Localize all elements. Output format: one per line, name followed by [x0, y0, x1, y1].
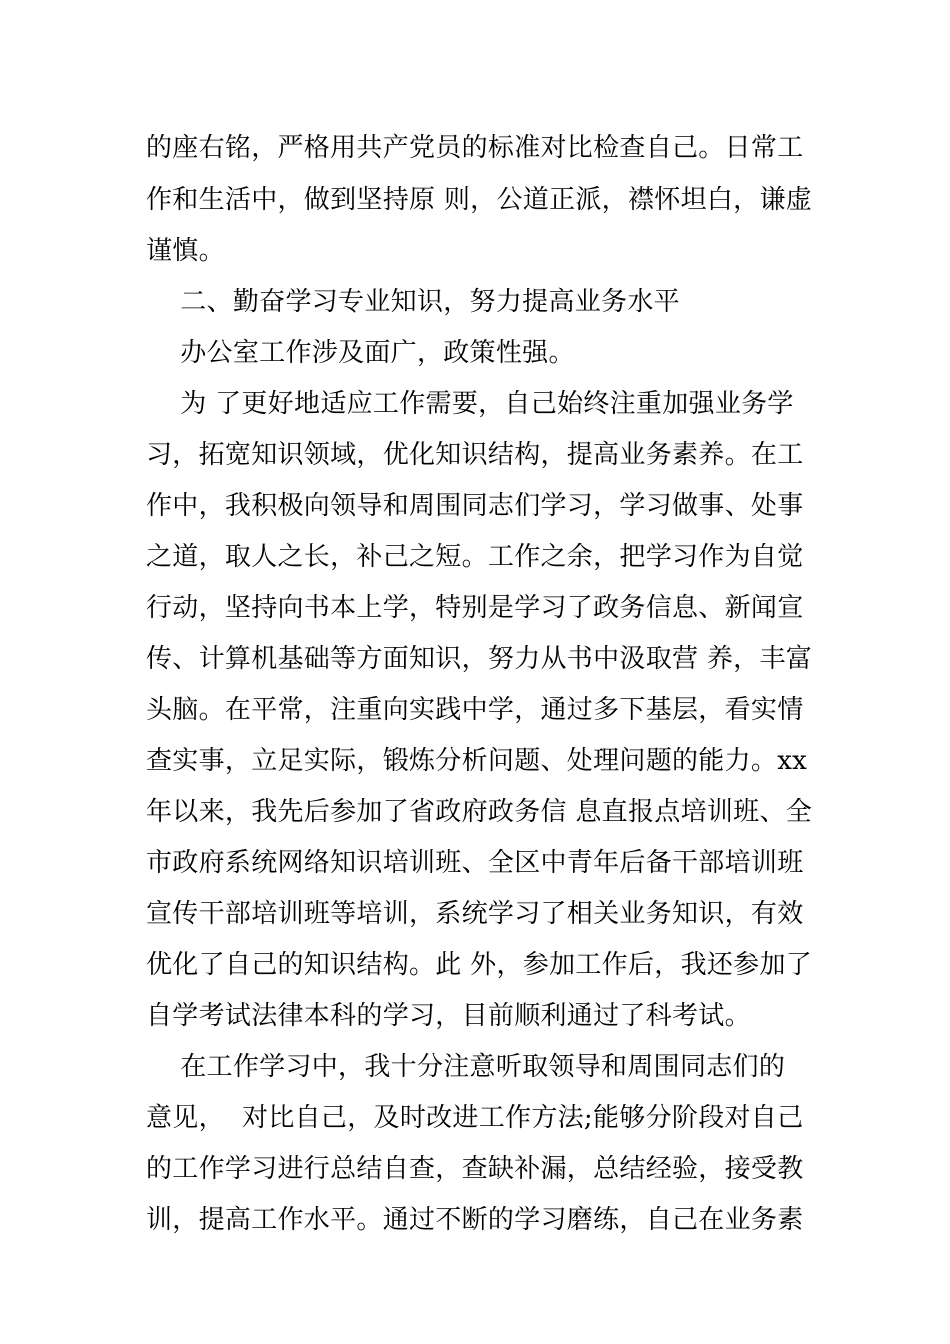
text-line: 为 了更好地适应工作需要，自己始终注重加强业务学: [146, 389, 794, 419]
text-line: 年以来，我先后参加了省政府政务信 息直报点培训班、全: [146, 797, 813, 827]
text-line: 谨慎。: [146, 236, 225, 266]
text-line: 行动，坚持向书本上学，特别是学习了政务信息、新闻宣: [146, 593, 804, 623]
text-line: 训，提高工作水平。通过不断的学习磨练，自己在业务素: [146, 1205, 804, 1235]
text-line: 传、计算机基础等方面知识，努力从书中汲取营 养，丰富: [146, 644, 813, 674]
text-line: 自学考试法律本科的学习，目前顺利通过了科考试。: [146, 1001, 751, 1031]
text-line: 意见， 对比自己，及时改进工作方法;能够分阶段对自己: [146, 1103, 804, 1133]
text-line: 作中，我积极向领导和周围同志们学习，学习做事、处事: [146, 491, 804, 521]
text-line: 办公室工作涉及面广，政策性强。: [146, 338, 575, 368]
text-line: 查实事，立足实际，锻炼分析问题、处理问题的能力。xx: [146, 746, 808, 776]
text-line: 作和生活中，做到坚持原 则，公道正派，襟怀坦白，谦虚: [146, 185, 813, 215]
text-line: 头脑。在平常，注重向实践中学，通过多下基层，看实情: [146, 695, 804, 725]
text-line: 市政府系统网络知识培训班、全区中青年后备干部培训班: [146, 848, 804, 878]
text-line: 的工作学习进行总结自查，查缺补漏，总结经验，接受教: [146, 1154, 804, 1184]
text-line: 的座右铭，严格用共产党员的标准对比检查自己。日常工: [146, 133, 804, 163]
section-heading: 二、勤奋学习专业知识，努力提高业务水平: [146, 287, 680, 317]
text-line: 之道，取人之长，补己之短。工作之余，把学习作为自觉: [146, 542, 804, 572]
text-line: 优化了自己的知识结构。此 外，参加工作后，我还参加了: [146, 950, 813, 980]
text-line: 在工作学习中，我十分注意听取领导和周围同志们的: [146, 1052, 786, 1082]
text-line: 习，拓宽知识领域，优化知识结构，提高业务素养。在工: [146, 440, 804, 470]
text-line: 宣传干部培训班等培训，系统学习了相关业务知识，有效: [146, 899, 804, 929]
